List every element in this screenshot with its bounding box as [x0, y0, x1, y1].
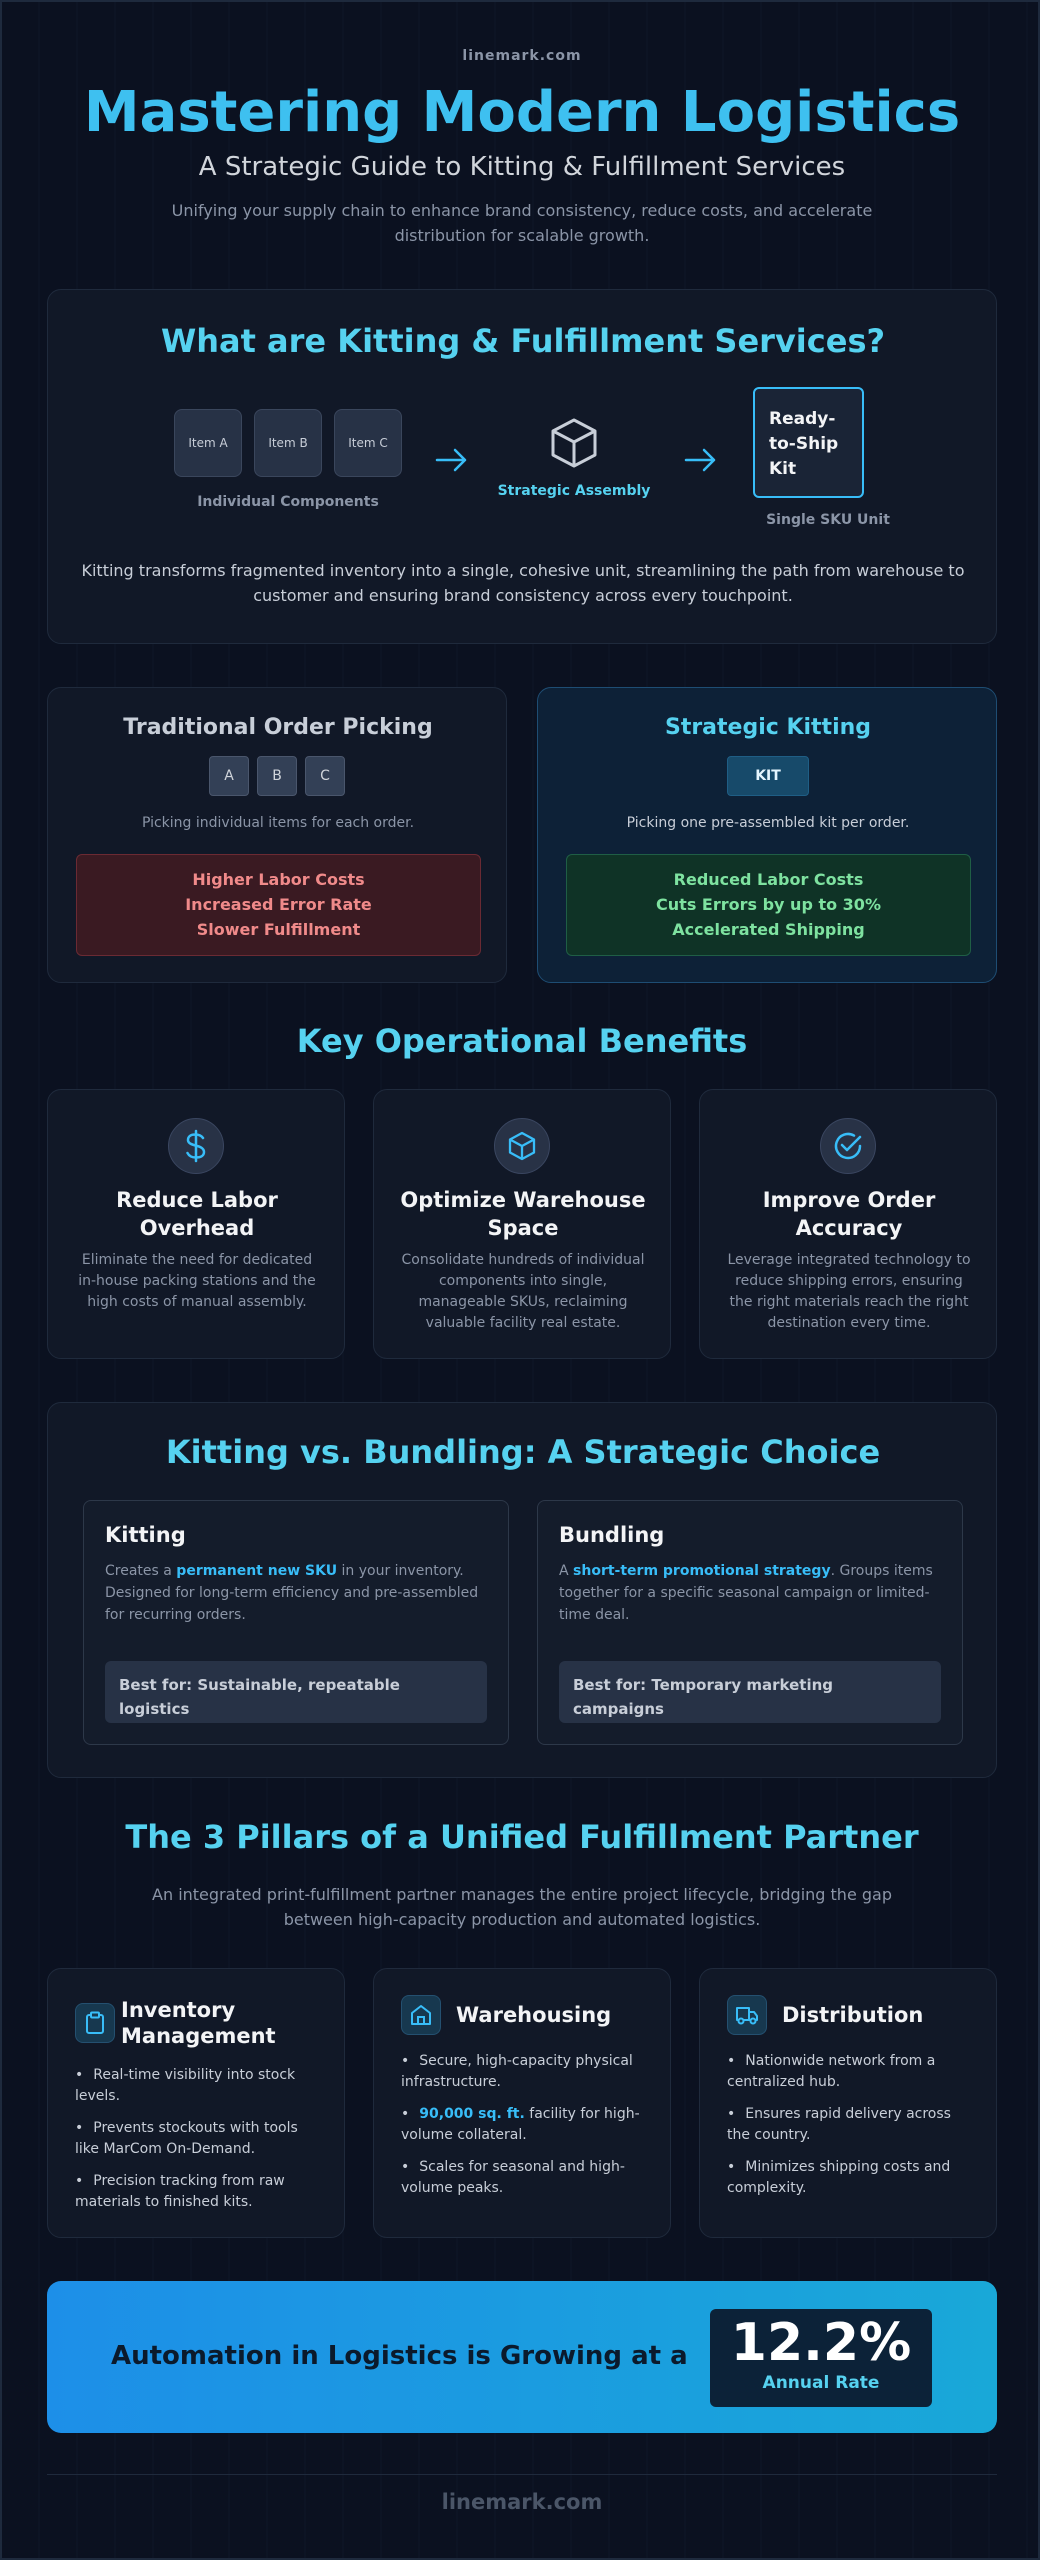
footer-divider — [47, 2474, 997, 2475]
bundling-title: Bundling — [559, 1523, 665, 1547]
cube-icon — [494, 1118, 550, 1174]
list-item: • Ensures rapid delivery across the country. — [727, 2104, 977, 2146]
list-item: • Precision tracking from raw materials to finished kits. — [75, 2171, 325, 2213]
ready-to-ship-kit: Ready- to-Ship Kit — [753, 387, 864, 498]
cube-icon — [549, 417, 599, 469]
growth-label: Annual Rate — [762, 2373, 880, 2393]
benefit-description: Consolidate hundreds of individual components into single, manageable SKUs, reclaiming valuable facility real estate. — [401, 1252, 645, 1331]
traditional-stats: Higher Labor Costs Increased Error Rate Slower Fulfillment — [76, 854, 481, 956]
pillars-title: The 3 Pillars of a Unified Fulfillment Partner — [125, 1818, 919, 1856]
growth-stat — [710, 2309, 932, 2407]
dollar-icon — [168, 1118, 224, 1174]
component-item-a: Item A — [174, 409, 242, 477]
kitting-description: Kitting transforms fragmented inventory into a single, cohesive unit, streamlining the path from warehouse to customer and ensuring brand consistency across every touchpoint. — [81, 561, 965, 605]
benefit-description: Eliminate the need for dedicated in-house packing stations and the high costs of manual assembly. — [78, 1252, 316, 1310]
benefit-title: Improve Order Accuracy — [762, 1188, 936, 1240]
bundling-best-for: Best for: Temporary marketing campaigns — [559, 1661, 941, 1723]
growth-value: 12.2% — [730, 2313, 912, 2373]
arrow-right-icon — [435, 445, 469, 475]
arrow-right-icon — [684, 445, 718, 475]
bundling-option — [537, 1500, 963, 1745]
list-item: • Real-time visibility into stock levels. — [75, 2065, 325, 2107]
automation-banner — [47, 2281, 997, 2433]
kit-chip: KIT — [727, 756, 809, 796]
bundling-description: A short-term promotional strategy. Groups items together for a specific seasonal campaign or limited-time deal. — [559, 1563, 933, 1623]
clipboard-icon — [75, 2003, 115, 2043]
pillar-bullets — [401, 2051, 651, 2210]
pillar-bullets — [75, 2065, 325, 2224]
page-title: Mastering Modern Logistics — [83, 80, 961, 145]
pillars-intro: An integrated print-fulfillment partner manages the entire project lifecycle, bridging the gap between high-capacity production and automated logistics. — [152, 1885, 892, 1929]
strategic-stats: Reduced Labor Costs Cuts Errors by up to 30% Accelerated Shipping — [566, 854, 971, 956]
benefit-title: Reduce Labor Overhead — [116, 1188, 278, 1240]
what-is-kitting-title: What are Kitting & Fulfillment Services? — [160, 322, 886, 360]
list-item: • Prevents stockouts with tools like MarCom On-Demand. — [75, 2118, 325, 2160]
intro-text: Unifying your supply chain to enhance brand consistency, reduce costs, and accelerate distribution for scalable growth. — [171, 201, 873, 245]
kitting-option — [83, 1500, 509, 1745]
truck-icon — [727, 1995, 767, 2035]
list-item: • Minimizes shipping costs and complexity. — [727, 2157, 977, 2199]
pillar-title: Distribution — [782, 2003, 924, 2027]
benefit-title: Optimize Warehouse Space — [400, 1188, 646, 1240]
strategic-kitting-card — [537, 687, 997, 983]
components-label: Individual Components — [197, 494, 379, 510]
traditional-picking-card — [47, 687, 507, 983]
benefit-description: Leverage integrated technology to reduce shipping errors, ensuring the right materials reach the right destination every time. — [727, 1252, 971, 1331]
pillar-card-distribution — [699, 1968, 997, 2238]
banner-text: Automation in Logistics is Growing at a — [111, 2341, 688, 2371]
chip-b: B — [257, 756, 297, 796]
component-item-c: Item C — [334, 409, 402, 477]
benefit-card-accuracy — [699, 1089, 997, 1359]
list-item: • Scales for seasonal and high-volume peaks. — [401, 2157, 651, 2199]
assembly-label: Strategic Assembly — [497, 483, 651, 499]
pillar-card-inventory — [47, 1968, 345, 2238]
pillar-card-warehousing — [373, 1968, 671, 2238]
chip-c: C — [305, 756, 345, 796]
kitting-description: Creates a permanent new SKU in your inventory. Designed for long-term efficiency and pre-assembled for recurring orders. — [105, 1563, 479, 1623]
kitting-vs-bundling-card — [47, 1402, 997, 1778]
benefit-card-labor — [47, 1089, 345, 1359]
chip-a: A — [209, 756, 249, 796]
benefits-title: Key Operational Benefits — [296, 1022, 748, 1060]
page-subtitle: A Strategic Guide to Kitting & Fulfillment Services — [198, 152, 846, 182]
strategic-caption: Picking one pre-assembled kit per order. — [626, 815, 910, 831]
versus-title: Kitting vs. Bundling: A Strategic Choice — [165, 1433, 881, 1471]
warehouse-icon — [401, 1995, 441, 2035]
pillar-title: Warehousing — [456, 2003, 612, 2027]
benefit-card-space — [373, 1089, 671, 1359]
top-brand[interactable]: linemark.com — [462, 48, 582, 64]
list-item: • 90,000 sq. ft. facility for high-volume collateral. — [401, 2104, 651, 2146]
pillar-title: Inventory Management — [121, 1998, 276, 2048]
sku-label: Single SKU Unit — [766, 512, 890, 528]
footer-brand[interactable]: linemark.com — [441, 2490, 603, 2514]
traditional-title: Traditional Order Picking — [123, 715, 433, 740]
list-item: • Nationwide network from a centralized hub. — [727, 2051, 977, 2093]
traditional-caption: Picking individual items for each order. — [141, 815, 415, 831]
check-circle-icon — [820, 1118, 876, 1174]
component-item-b: Item B — [254, 409, 322, 477]
kitting-title: Kitting — [105, 1523, 186, 1547]
strategic-title: Strategic Kitting — [664, 715, 872, 740]
pillar-bullets — [727, 2051, 977, 2210]
kitting-best-for: Best for: Sustainable, repeatable logistics — [105, 1661, 487, 1723]
list-item: • Secure, high-capacity physical infrastructure. — [401, 2051, 651, 2093]
